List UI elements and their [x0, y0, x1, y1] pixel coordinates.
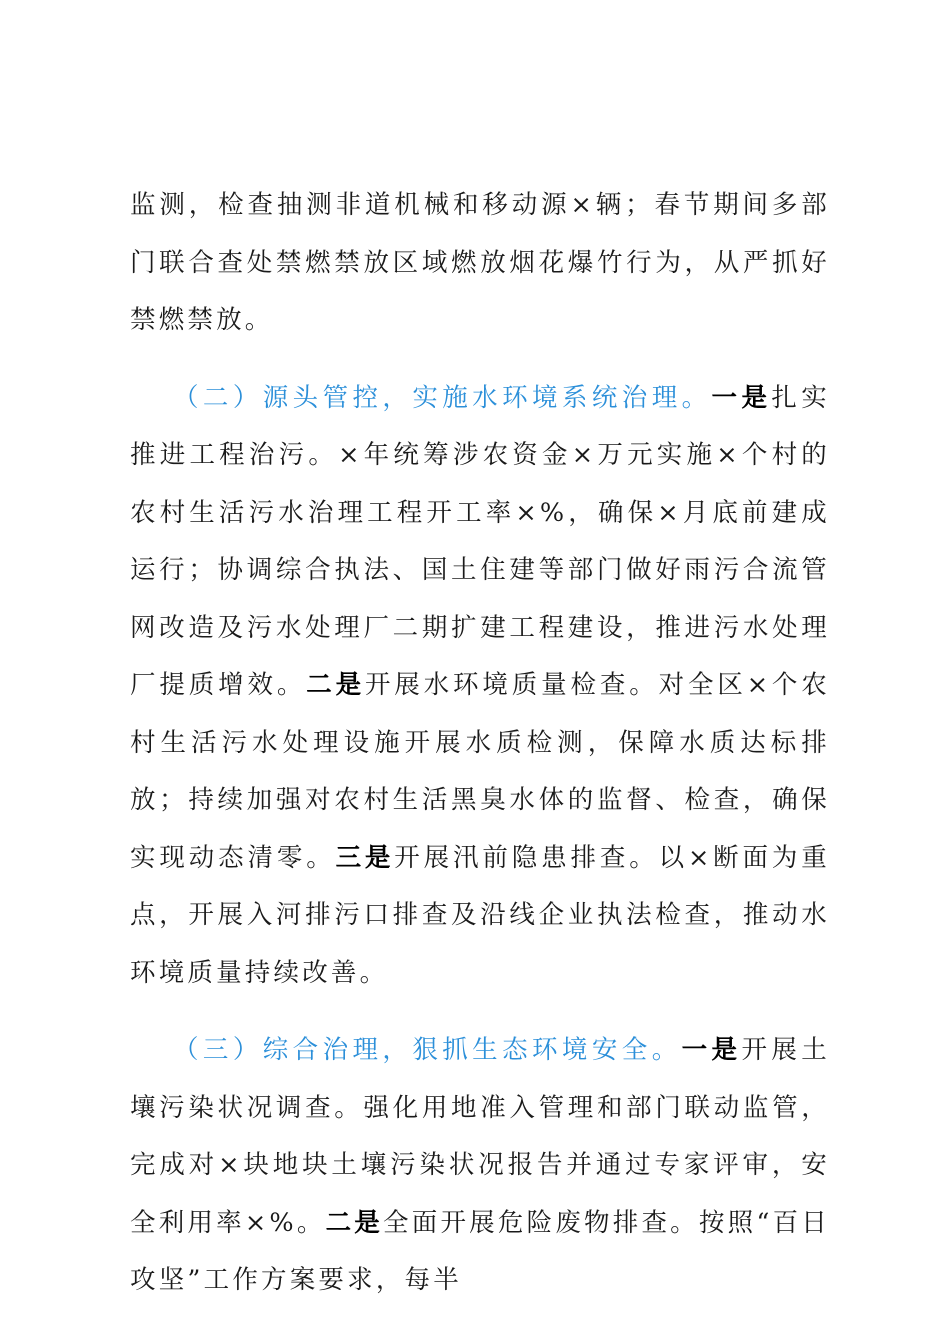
paragraph-ecological-safety [130, 1022, 830, 1310]
body-text: 开展水环境质量检查。对全区×个农村生活污水处理设施开展水质检测，保障水质达标排放；持续加强对农村生活黑臭水体的监督、检查，确保实现动态清零。 [130, 670, 830, 873]
section-heading-3: （三）综合治理，狠抓生态环境安全。 [173, 1035, 682, 1065]
body-text: 开展汛前隐患排查。以×断面为重点，开展入河排污口排查及沿线企业执法检查，推动水环境质量持续改善。 [130, 842, 830, 988]
bold-marker-second: 二是 [306, 670, 365, 700]
body-text: 开展土壤污染状况调查。强化用地准入管理和部门联动监管，完成对×块地块土壤污染状况报告并通过专家评审，安全利用率×%。 [130, 1035, 830, 1238]
body-text: 全面开展危险废物排查。按照“百日攻坚”工作方案要求，每半 [130, 1207, 830, 1295]
body-text: 监测，检查抽测非道机械和移动源×辆；春节期间多部门联合查处禁燃禁放区域燃放烟花爆竹行为，从严抓好禁燃禁放。 [130, 190, 830, 335]
section-heading-2: （二）源头管控，实施水环境系统治理。 [173, 382, 712, 413]
document-page [130, 177, 830, 1310]
bold-marker-first: 一是 [711, 382, 772, 413]
paragraph-air-monitoring [130, 177, 830, 350]
paragraph-water-governance [130, 370, 830, 1003]
bold-marker-first: 一是 [681, 1035, 742, 1065]
body-text: 扎实推进工程治污。×年统筹涉农资金×万元实施×个村的农村生活污水治理工程开工率×%，确保×月底前建成运行；协调综合执法、国土住建等部门做好雨污合流管网改造及污水处理厂二期扩建工程建设，推进污水处理厂提质增效。 [130, 382, 830, 700]
bold-marker-second: 二是 [325, 1207, 384, 1238]
bold-marker-third: 三是 [335, 842, 395, 873]
